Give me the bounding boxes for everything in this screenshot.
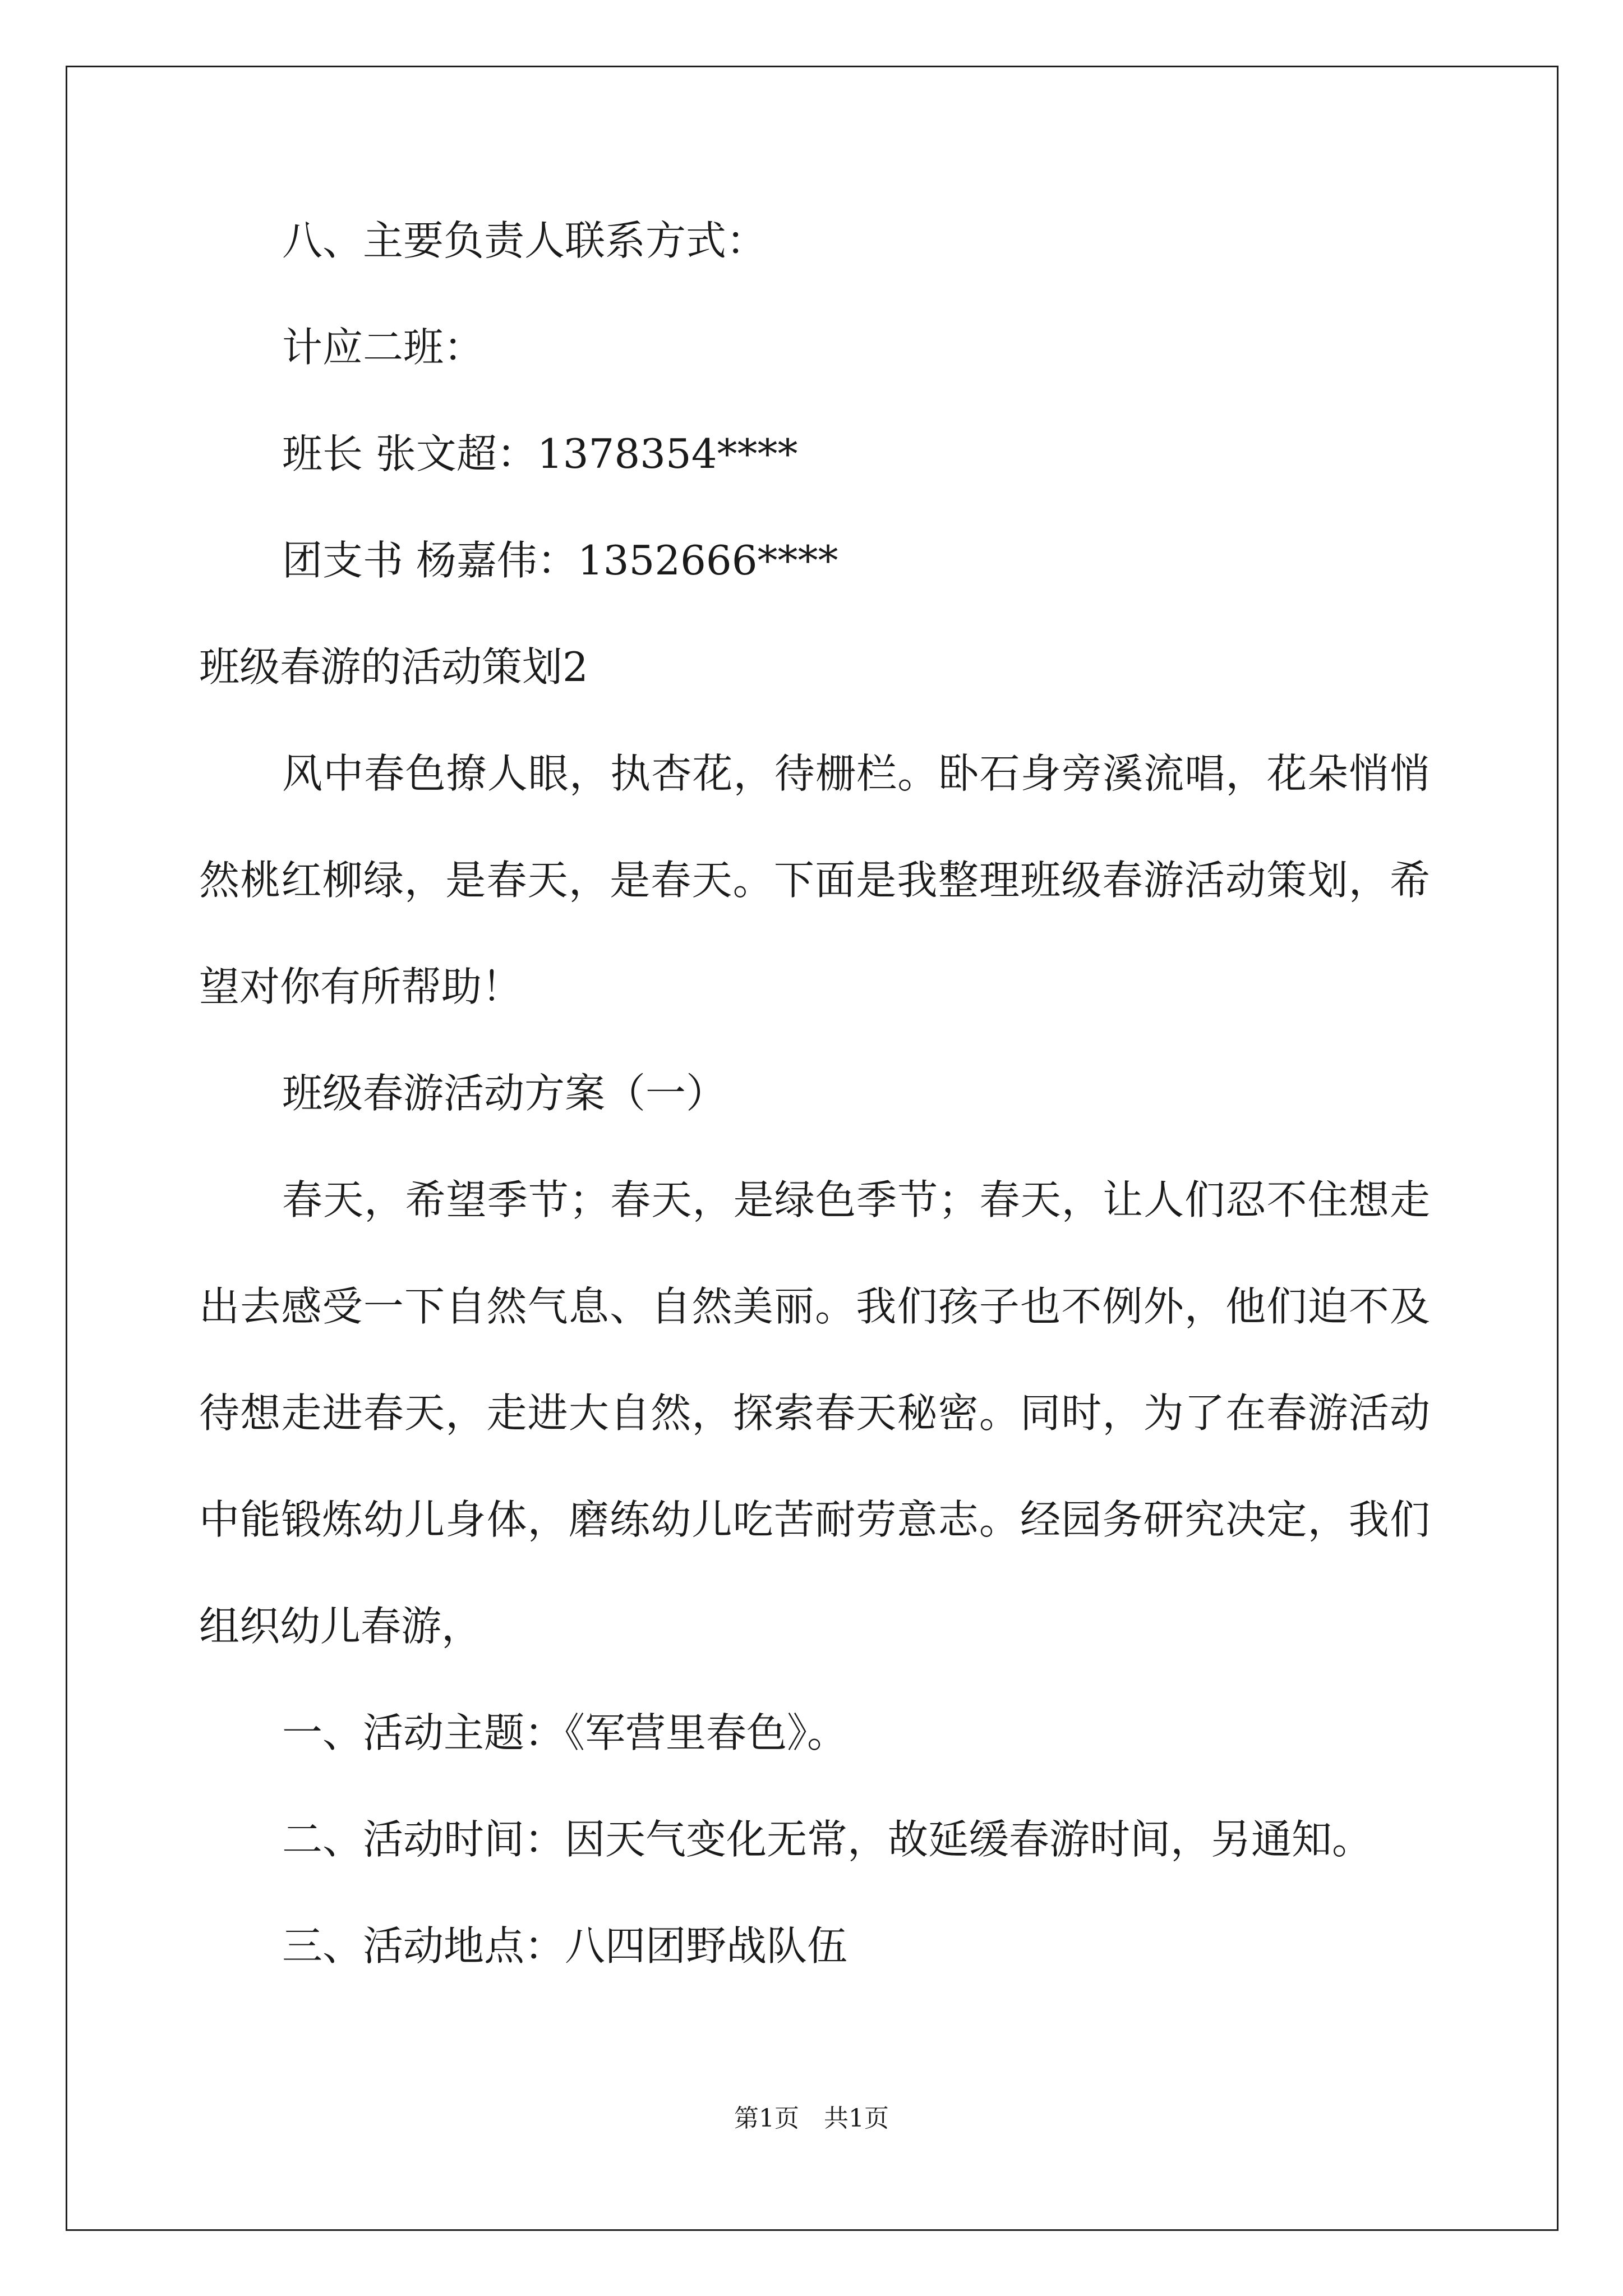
- plan-paragraph: 春天，希望季节；春天，是绿色季节；春天，让人们忍不住想走出去感受一下自然气息、自然美丽。我们孩子也不例外，他们迫不及待想走进春天，走进大自然，探索春天秘密。同时，为了在春游活动中能锻炼幼儿身体，磨练幼儿吃苦耐劳意志。经园务研究决定，我们组织幼儿春游，: [199, 1176, 1430, 1650]
- monitor-contact: 班长 张文超：1378354****: [282, 430, 798, 477]
- activity-time: 二、活动时间：因天气变化无常，故延缓春游时间，另通知。: [282, 1816, 1373, 1863]
- document-body: [199, 213, 1430, 1973]
- intro-paragraph: 风中春色撩人眼，执杏花，待栅栏。卧石身旁溪流唱，花朵悄悄然桃红柳绿，是春天，是春天。下面是我整理班级春游活动策划，希望对你有所帮助！: [199, 750, 1430, 1010]
- activity-theme: 一、活动主题：《军营里春色》。: [282, 1709, 848, 1756]
- activity-location: 三、活动地点：八四团野战队伍: [282, 1922, 848, 1970]
- section-title: 班级春游的活动策划2: [199, 643, 588, 691]
- page-footer: 第1页 共1页: [734, 2104, 889, 2133]
- league-secretary-contact: 团支书 杨嘉伟：1352666****: [282, 537, 838, 584]
- plan-heading: 班级春游活动方案（一）: [282, 1070, 727, 1117]
- contact-heading: 八、主要负责人联系方式：: [282, 217, 767, 264]
- class-name: 计应二班：: [282, 324, 485, 371]
